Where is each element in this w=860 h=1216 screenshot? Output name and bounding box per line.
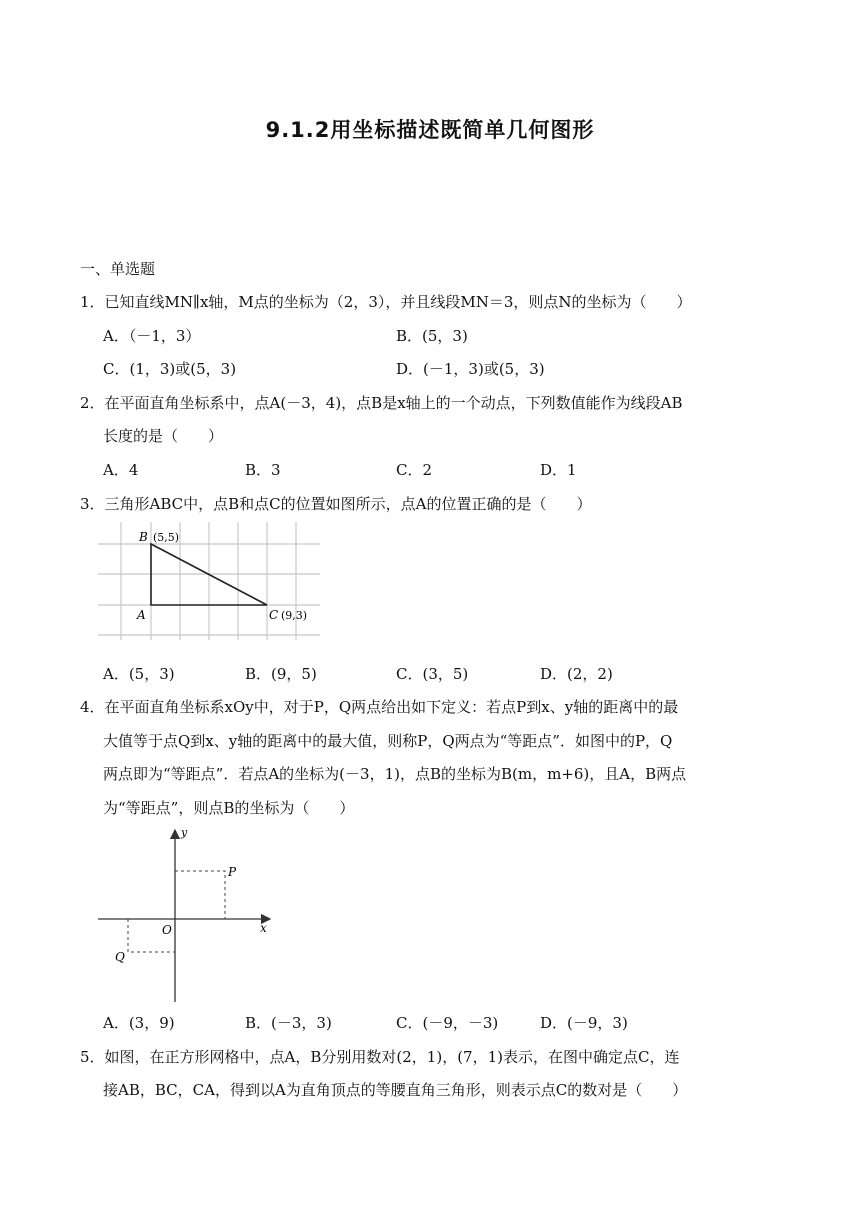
q3-option-b[interactable]: B．(9，5) bbox=[245, 665, 317, 683]
q4-label-p: P bbox=[228, 865, 237, 879]
q4-label-origin: O bbox=[162, 923, 172, 937]
q1-option-d[interactable]: D．(－1，3)或(5，3) bbox=[396, 360, 545, 378]
q4-option-b[interactable]: B．(－3，3) bbox=[245, 1014, 332, 1032]
q1-option-c[interactable]: C．(1，3)或(5，3) bbox=[103, 360, 237, 378]
q4-option-a[interactable]: A．(3，9) bbox=[103, 1014, 175, 1032]
q2-option-b[interactable]: B．3 bbox=[245, 461, 281, 479]
q1-option-b[interactable]: B．(5，3) bbox=[396, 327, 468, 345]
q3-label-a: A bbox=[137, 608, 146, 622]
q4-option-c[interactable]: C．(－9，－3) bbox=[396, 1014, 499, 1032]
q4-stem-line1: 4．在平面直角坐标系xOy中，对于P，Q两点给出如下定义：若点P到x、y轴的距离中的最 bbox=[80, 698, 679, 716]
q3-stem: 3．三角形ABC中，点B和点C的位置如图所示，点A的位置正确的是（ ） bbox=[80, 495, 592, 513]
q1-option-a[interactable]: A．（－1，3） bbox=[103, 327, 201, 345]
q5-stem-line2: 接AB，BC，CA，得到以A为直角顶点的等腰直角三角形，则表示点C的数对是（ ） bbox=[103, 1081, 688, 1099]
q2-stem-line1: 2．在平面直角坐标系中，点A(－3，4)，点B是x轴上的一个动点，下列数值能作为线段AB bbox=[80, 394, 683, 412]
q4-option-d[interactable]: D．(－9，3) bbox=[540, 1014, 628, 1032]
q4-p-guide bbox=[175, 871, 225, 919]
q4-stem-line3: 两点即为“等距点”．若点A的坐标为(－3，1)，点B的坐标为B(m，m+6)，且A，B两点 bbox=[103, 765, 687, 783]
q4-label-x: x bbox=[260, 921, 267, 935]
q1-stem: 1．已知直线MN∥x轴，M点的坐标为（2，3），并且线段MN＝3，则点N的坐标为（ ） bbox=[80, 293, 692, 311]
q2-stem-line2: 长度的是（ ） bbox=[103, 427, 224, 445]
q3-coord-c: (9,3) bbox=[281, 609, 308, 622]
q3-grid-figure bbox=[95, 522, 325, 642]
section-heading: 一、单选题 bbox=[80, 260, 156, 278]
q3-coord-b: (5,5) bbox=[153, 531, 180, 544]
q3-option-d[interactable]: D．(2，2) bbox=[540, 665, 613, 683]
q4-label-q: Q bbox=[115, 950, 125, 964]
q4-stem-line4: 为“等距点”，则点B的坐标为（ ） bbox=[103, 799, 355, 817]
q4-stem-line2: 大值等于点Q到x、y轴的距离中的最大值，则称P，Q两点为“等距点”．如图中的P，Q bbox=[103, 732, 673, 750]
q3-option-a[interactable]: A．(5，3) bbox=[103, 665, 175, 683]
q2-option-c[interactable]: C．2 bbox=[396, 461, 433, 479]
q3-label-c: C bbox=[269, 608, 279, 622]
q2-option-d[interactable]: D．1 bbox=[540, 461, 577, 479]
page-title: 9.1.2用坐标描述既简单几何图形 bbox=[265, 118, 595, 142]
q4-coordinate-figure bbox=[95, 824, 280, 1004]
q4-label-y: y bbox=[181, 826, 188, 839]
q3-label-b: B bbox=[139, 530, 148, 544]
q3-grid-lines bbox=[98, 522, 320, 640]
q2-option-a[interactable]: A．4 bbox=[103, 461, 139, 479]
q5-stem-line1: 5．如图，在正方形网格中，点A，B分别用数对(2，1)，(7，1)表示，在图中确定点C，连 bbox=[80, 1048, 680, 1066]
q3-option-c[interactable]: C．(3，5) bbox=[396, 665, 469, 683]
